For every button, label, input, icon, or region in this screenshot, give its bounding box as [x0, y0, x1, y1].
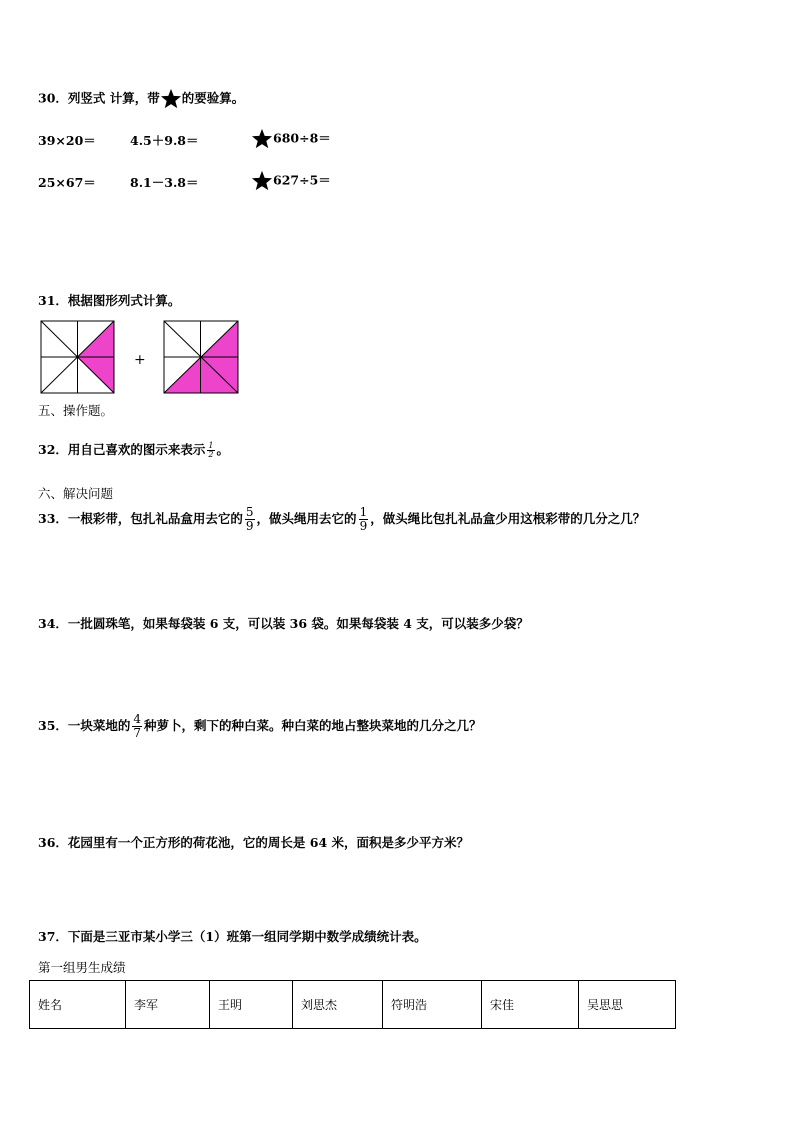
- q33-part3: ，做头绳比包扎礼品盒少用这根彩带的几分之几？: [370, 511, 646, 526]
- q30-row2-item2: 8.1－3.8＝: [130, 175, 199, 190]
- q34-text: 34．一批圆珠笔，如果每袋装 6 支，可以装 36 袋。如果每袋装 4 支，可以装多少袋？: [38, 616, 529, 631]
- fraction-denominator: 9: [359, 519, 368, 533]
- q30-row2-item3-text: 627÷5＝: [273, 172, 331, 188]
- q37-text: 37．下面是三亚市某小学三（1）班第一组同学期中数学成绩统计表。: [38, 929, 427, 944]
- q30-prefix: 30．列竖式 计算，带: [38, 90, 160, 106]
- q30-row1-item3: [251, 128, 331, 150]
- grades-table: [29, 980, 676, 1029]
- q35-text: [38, 713, 482, 740]
- plus-sign: +: [134, 352, 146, 368]
- table-caption: 第一组男生成绩: [38, 960, 126, 975]
- q33-text: [38, 506, 645, 533]
- q30-row1-item1: 39×20＝: [38, 133, 96, 148]
- fraction-numerator: 1: [359, 505, 368, 519]
- fraction-numerator: 4: [133, 712, 142, 726]
- fraction-denominator: 2: [208, 450, 214, 459]
- q33-part1: 33．一根彩带，包扎礼品盒用去它的: [38, 511, 243, 526]
- q31-figure-left: [40, 320, 115, 394]
- q30-suffix: 的要验算。: [181, 90, 245, 106]
- fraction-denominator: 9: [245, 519, 254, 533]
- table-cell: 吴思思: [579, 981, 676, 1029]
- q32-label: 32．用自己喜欢的图示来表示: [38, 442, 206, 457]
- section-5-heading: 五、操作题。: [38, 403, 114, 418]
- table-cell: 宋佳: [482, 981, 579, 1029]
- q30-row2-item1: 25×67＝: [38, 175, 96, 190]
- table-cell: 刘思杰: [293, 981, 383, 1029]
- q31-title: 31．根据图形列式计算。: [38, 293, 181, 308]
- q35-part2: 种萝卜，剩下的种白菜。种白菜的地占整块菜地的几分之几？: [144, 718, 482, 733]
- fraction-numerator: 1: [208, 441, 214, 450]
- q33-fraction-2: [359, 506, 369, 533]
- fraction-denominator: 7: [133, 726, 142, 740]
- q31-figure-right: [163, 320, 239, 394]
- q35-fraction: [132, 713, 142, 740]
- star-icon: [251, 170, 273, 192]
- table-cell: 姓名: [30, 981, 126, 1029]
- q32-fraction: [207, 442, 214, 459]
- q30-row2-item3: [251, 170, 331, 192]
- star-icon: [251, 128, 273, 150]
- table-row: [30, 981, 676, 1029]
- q33-part2: ，做头绳用去它的: [256, 511, 357, 526]
- star-icon: [160, 88, 182, 110]
- q33-fraction-1: [245, 506, 255, 533]
- q30-row1-item3-text: 680÷8＝: [273, 130, 331, 146]
- table-cell: 符明浩: [383, 981, 482, 1029]
- table-cell: 李军: [126, 981, 210, 1029]
- table-cell: 王明: [210, 981, 293, 1029]
- q30-row1-item2: 4.5＋9.8＝: [130, 133, 199, 148]
- q30-prompt: [38, 88, 244, 110]
- q35-part1: 35．一块菜地的: [38, 718, 131, 733]
- section-6-heading: 六、解决问题: [38, 486, 114, 501]
- q36-text: 36．花园里有一个正方形的荷花池，它的周长是 64 米，面积是多少平方米？: [38, 835, 469, 850]
- fraction-numerator: 5: [245, 505, 254, 519]
- q32-end: 。: [216, 442, 230, 457]
- q32-text: [38, 440, 229, 459]
